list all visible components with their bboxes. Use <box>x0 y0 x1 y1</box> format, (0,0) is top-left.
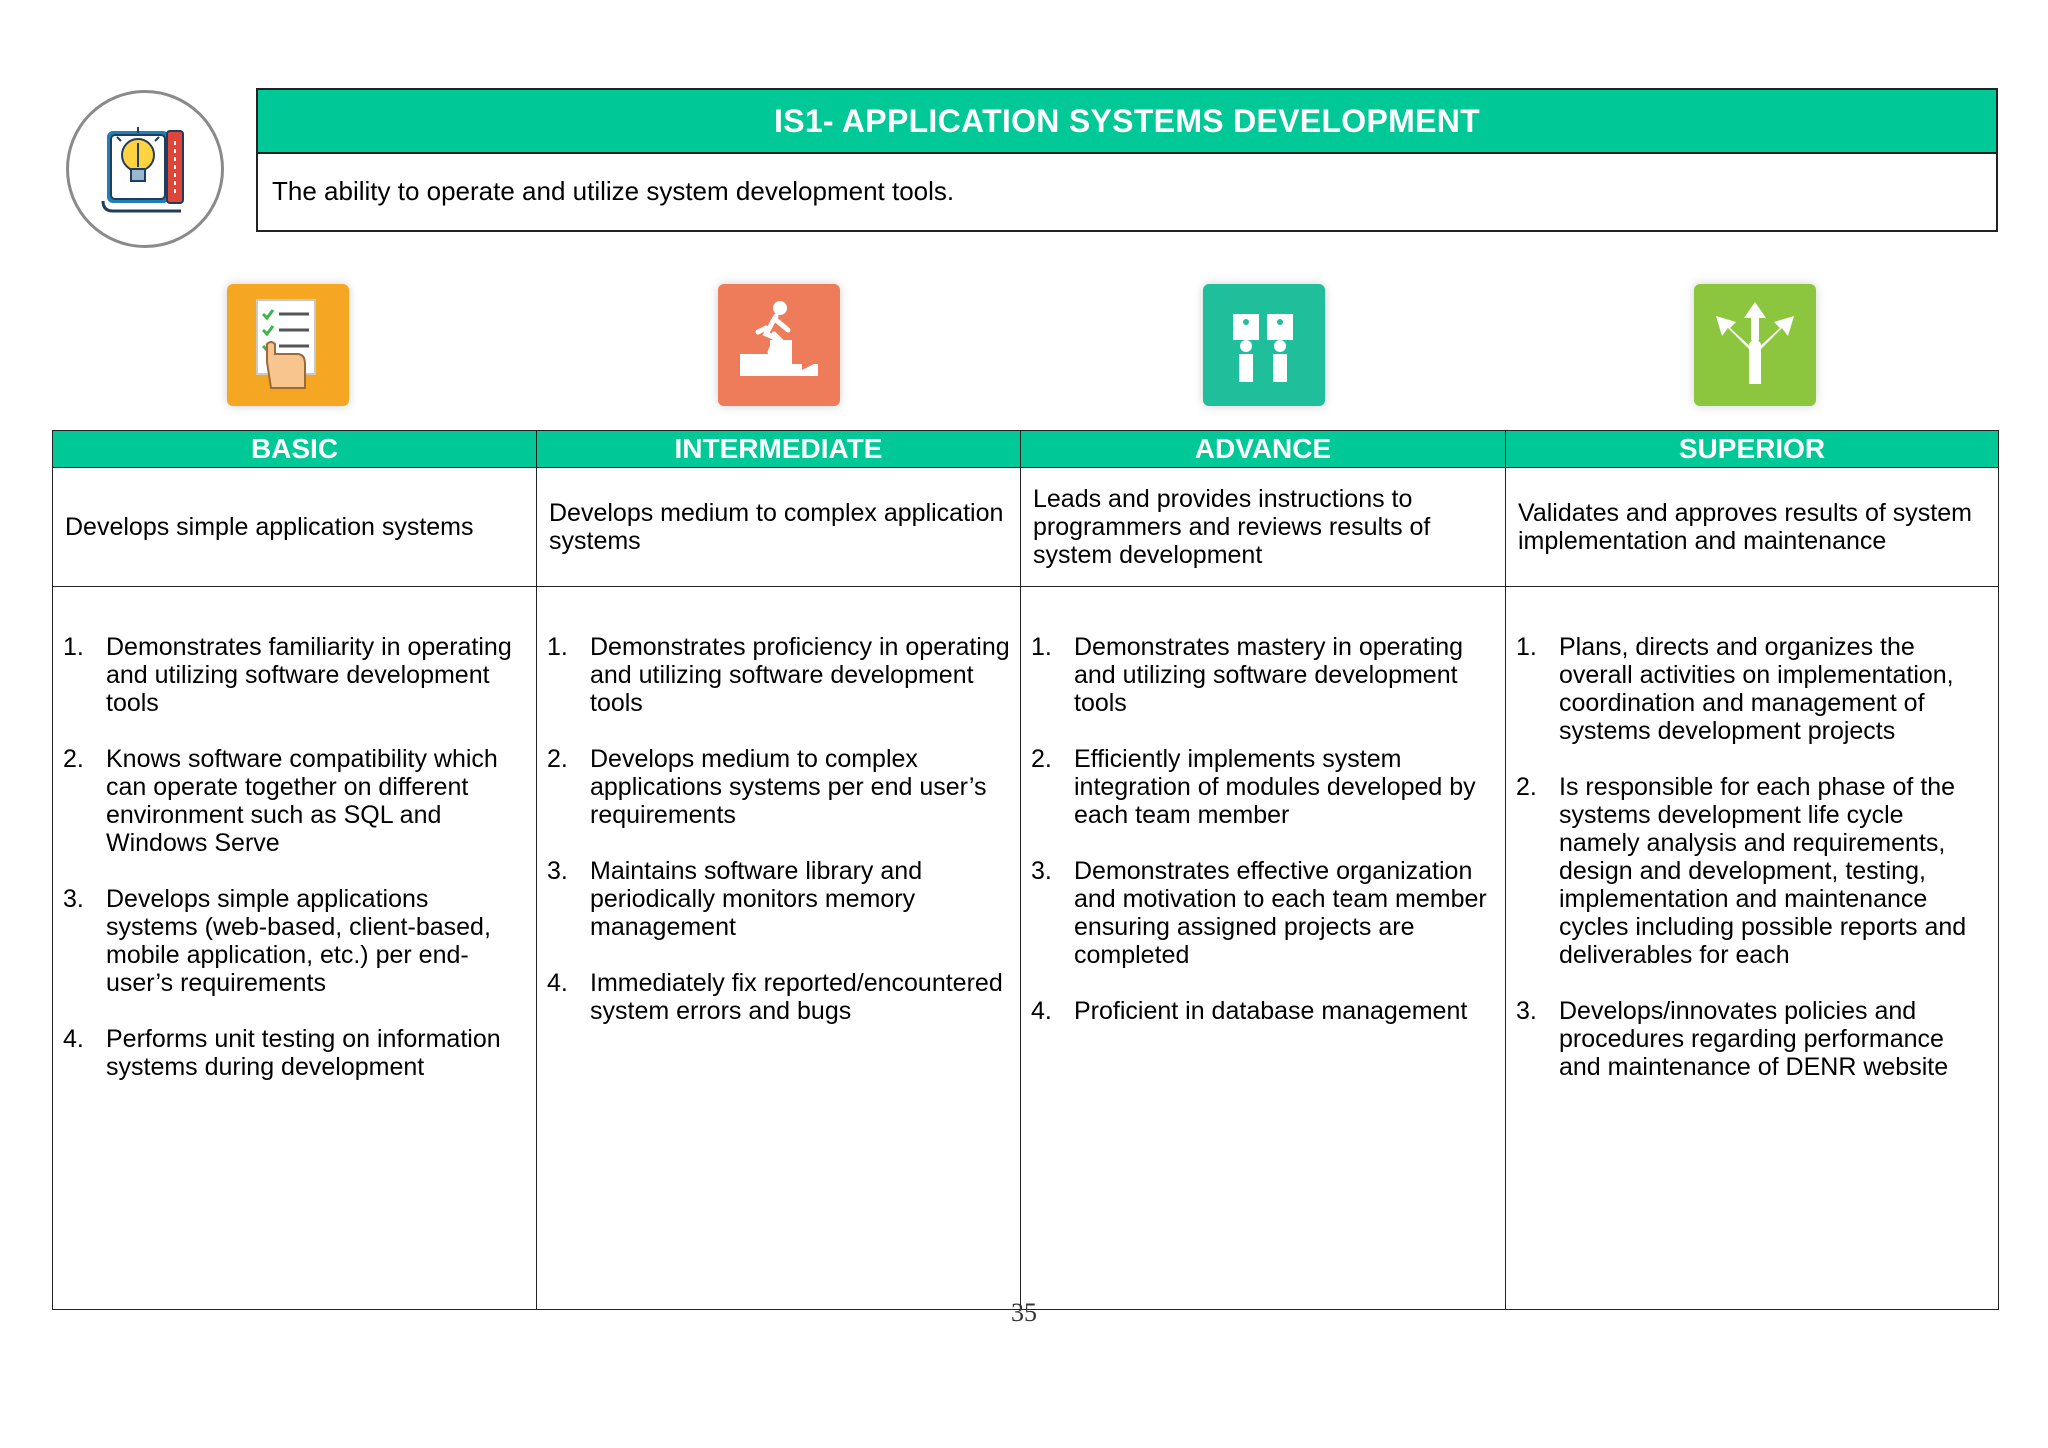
level-summary-advance: Leads and provides instructions to programmers and reviews results of system development <box>1021 468 1506 587</box>
list-item: 1. Plans, directs and organizes the overall activities on implementation, coordination and management of systems development projects <box>1516 633 1954 745</box>
level-header-intermediate: INTERMEDIATE <box>537 431 1021 468</box>
checklist-icon <box>227 284 349 406</box>
level-summary-intermediate: Develops medium to complex application systems <box>537 468 1021 587</box>
diverging-arrows-icon <box>1694 284 1816 406</box>
list-item: 3. Develops/innovates policies and procedures regarding performance and maintenance of DENR website <box>1516 997 1949 1081</box>
level-indicators-superior <box>1506 587 1999 1310</box>
competency-table <box>52 430 1999 1310</box>
level-header-superior: SUPERIOR <box>1506 431 1999 468</box>
list-item: 2. Efficiently implements system integration of modules developed by each team member <box>1031 745 1476 829</box>
team-puzzle-icon <box>1203 284 1325 406</box>
list-item: 2. Develops medium to complex applications systems per end user’s requirements <box>547 745 987 829</box>
list-item: 3. Develops simple applications systems (web-based, client-based, mobile application, etc.) per end-user’s requirements <box>63 885 491 997</box>
list-item: 1. Demonstrates familiarity in operating and utilizing software development tools <box>63 633 512 717</box>
list-item: 3. Maintains software library and periodically monitors memory management <box>547 857 923 941</box>
list-item: 4. Proficient in database management <box>1031 997 1468 1025</box>
list-item: 4. Performs unit testing on information systems during development <box>63 1025 501 1081</box>
list-item: 2. Knows software compatibility which can operate together on different environment such as SQL and Windows Serve <box>63 745 498 857</box>
level-indicators-advance <box>1021 587 1506 1310</box>
page-number: 35 <box>1011 1298 1037 1327</box>
list-item: 2. Is responsible for each phase of the systems development life cycle namely analysis and requirements, design and development, testing, implementation and maintenance cycles including possible reports and deliverables for each <box>1516 773 1967 969</box>
list-item: 1. Demonstrates proficiency in operating and utilizing software development tools <box>547 633 1010 717</box>
competency-title: IS1- APPLICATION SYSTEMS DEVELOPMENT <box>258 90 1996 154</box>
list-item: 1. Demonstrates mastery in operating and utilizing software development tools <box>1031 633 1464 717</box>
level-indicators-intermediate <box>537 587 1021 1310</box>
level-header-basic: BASIC <box>53 431 537 468</box>
lightbulb-book-icon <box>66 90 224 248</box>
level-summary-superior: Validates and approves results of system implementation and maintenance <box>1506 468 1999 587</box>
climbing-steps-icon <box>718 284 840 406</box>
list-item: 4. Immediately fix reported/encountered system errors and bugs <box>547 969 1003 1025</box>
level-indicators-basic <box>53 587 537 1310</box>
level-summary-basic: Develops simple application systems <box>53 468 537 587</box>
competency-description: The ability to operate and utilize system development tools. <box>272 176 955 206</box>
level-header-advance: ADVANCE <box>1021 431 1506 468</box>
competency-header <box>256 88 1998 232</box>
list-item: 3. Demonstrates effective organization and motivation to each team member ensuring assigned projects are completed <box>1031 857 1487 969</box>
